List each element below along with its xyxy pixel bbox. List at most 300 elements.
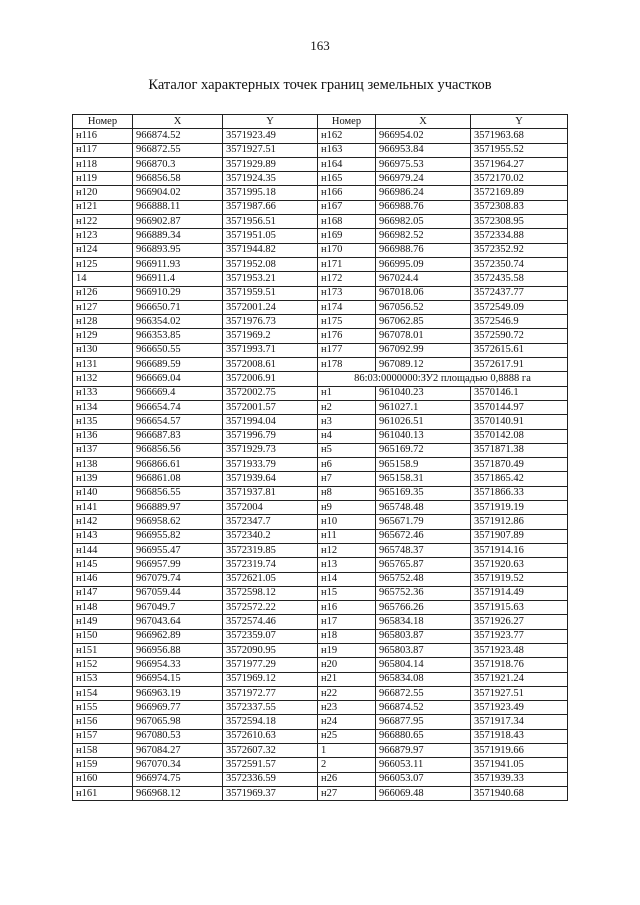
y-coordinate: 3570144.97 (471, 400, 568, 414)
header-number-right: Номер (318, 115, 376, 129)
y-coordinate: 3570142.08 (471, 429, 568, 443)
x-coordinate: 966963.19 (133, 686, 223, 700)
y-coordinate: 3572090.95 (223, 643, 318, 657)
point-number: н176 (318, 329, 376, 343)
table-row (73, 429, 568, 443)
y-coordinate: 3572319.85 (223, 543, 318, 557)
point-number: н142 (73, 515, 133, 529)
y-coordinate: 3571923.77 (471, 629, 568, 643)
x-coordinate: 961040.23 (376, 386, 471, 400)
y-coordinate: 3571939.33 (471, 772, 568, 786)
table-row (73, 572, 568, 586)
point-number: н133 (73, 386, 133, 400)
y-coordinate: 3571937.81 (223, 486, 318, 500)
page-number: 163 (310, 38, 330, 53)
point-number: н10 (318, 515, 376, 529)
x-coordinate: 965803.87 (376, 643, 471, 657)
x-coordinate: 966654.74 (133, 400, 223, 414)
y-coordinate: 3572308.95 (471, 215, 568, 229)
x-coordinate: 961026.51 (376, 415, 471, 429)
table-row (73, 286, 568, 300)
y-coordinate: 3572621.05 (223, 572, 318, 586)
x-coordinate: 967049.7 (133, 601, 223, 615)
table-row (73, 129, 568, 143)
point-number: н165 (318, 172, 376, 186)
point-number: 14 (73, 272, 133, 286)
y-coordinate: 3571993.71 (223, 343, 318, 357)
point-number: н135 (73, 415, 133, 429)
y-coordinate: 3572549.09 (471, 300, 568, 314)
point-number: н2 (318, 400, 376, 414)
y-coordinate: 3571926.27 (471, 615, 568, 629)
point-number: н14 (318, 572, 376, 586)
y-coordinate: 3571907.89 (471, 529, 568, 543)
point-number: н150 (73, 629, 133, 643)
header-y-left: Y (223, 115, 318, 129)
x-coordinate: 965752.36 (376, 586, 471, 600)
table-row (73, 744, 568, 758)
y-coordinate: 3571996.79 (223, 429, 318, 443)
table-row (73, 300, 568, 314)
point-number: н27 (318, 786, 376, 800)
point-number: н11 (318, 529, 376, 543)
x-coordinate: 966974.75 (133, 772, 223, 786)
x-coordinate: 965803.87 (376, 629, 471, 643)
x-coordinate: 966962.89 (133, 629, 223, 643)
x-coordinate: 965672.46 (376, 529, 471, 543)
y-coordinate: 3572598.12 (223, 586, 318, 600)
table-row (73, 715, 568, 729)
y-coordinate: 3572591.57 (223, 758, 318, 772)
point-number: н1 (318, 386, 376, 400)
point-number: н171 (318, 257, 376, 271)
y-coordinate: 3572170.02 (471, 172, 568, 186)
y-coordinate: 3572617.91 (471, 358, 568, 372)
y-coordinate: 3571927.51 (471, 686, 568, 700)
point-number: н147 (73, 586, 133, 600)
x-coordinate: 967065.98 (133, 715, 223, 729)
y-coordinate: 3572001.24 (223, 300, 318, 314)
table-row (73, 515, 568, 529)
point-number: н25 (318, 729, 376, 743)
x-coordinate: 966874.52 (376, 701, 471, 715)
table-row (73, 629, 568, 643)
x-coordinate: 966958.62 (133, 515, 223, 529)
table-body (73, 129, 568, 801)
x-coordinate: 966856.55 (133, 486, 223, 500)
table-row (73, 186, 568, 200)
y-coordinate: 3571918.43 (471, 729, 568, 743)
y-coordinate: 3571969.12 (223, 672, 318, 686)
y-coordinate: 3571921.24 (471, 672, 568, 686)
x-coordinate: 966889.34 (133, 229, 223, 243)
y-coordinate: 3572572.22 (223, 601, 318, 615)
point-number: н141 (73, 501, 133, 515)
point-number: н136 (73, 429, 133, 443)
point-number: н153 (73, 672, 133, 686)
point-number: н22 (318, 686, 376, 700)
y-coordinate: 3571915.63 (471, 601, 568, 615)
x-coordinate: 965834.18 (376, 615, 471, 629)
x-coordinate: 966053.11 (376, 758, 471, 772)
y-coordinate: 3572347.7 (223, 515, 318, 529)
table-row (73, 472, 568, 486)
y-coordinate: 3571956.51 (223, 215, 318, 229)
y-coordinate: 3572308.83 (471, 200, 568, 214)
x-coordinate: 966954.02 (376, 129, 471, 143)
point-number: н21 (318, 672, 376, 686)
x-coordinate: 966969.77 (133, 701, 223, 715)
y-coordinate: 3572437.77 (471, 286, 568, 300)
point-number: н166 (318, 186, 376, 200)
y-coordinate: 3572359.07 (223, 629, 318, 643)
x-coordinate: 966889.97 (133, 501, 223, 515)
x-coordinate: 967079.74 (133, 572, 223, 586)
y-coordinate: 3572590.72 (471, 329, 568, 343)
x-coordinate: 967089.12 (376, 358, 471, 372)
table-row (73, 358, 568, 372)
x-coordinate: 966982.52 (376, 229, 471, 243)
point-number: н178 (318, 358, 376, 372)
x-coordinate: 967062.85 (376, 315, 471, 329)
header-x-right: X (376, 115, 471, 129)
x-coordinate: 967084.27 (133, 744, 223, 758)
point-number: н126 (73, 286, 133, 300)
y-coordinate: 3572002.75 (223, 386, 318, 400)
point-number: н7 (318, 472, 376, 486)
x-coordinate: 966872.55 (133, 143, 223, 157)
y-coordinate: 3571865.42 (471, 472, 568, 486)
y-coordinate: 3571866.33 (471, 486, 568, 500)
x-coordinate: 965169.35 (376, 486, 471, 500)
y-coordinate: 3572610.63 (223, 729, 318, 743)
x-coordinate: 966654.57 (133, 415, 223, 429)
point-number: н154 (73, 686, 133, 700)
y-coordinate: 3571995.18 (223, 186, 318, 200)
header-number-left: Номер (73, 115, 133, 129)
x-coordinate: 966880.65 (376, 729, 471, 743)
x-coordinate: 966870.3 (133, 157, 223, 171)
point-number: н164 (318, 157, 376, 171)
y-coordinate: 3571919.19 (471, 501, 568, 515)
table-row (73, 172, 568, 186)
y-coordinate: 3572352.92 (471, 243, 568, 257)
y-coordinate: 3572006.91 (223, 372, 318, 386)
table-row (73, 558, 568, 572)
y-coordinate: 3571987.66 (223, 200, 318, 214)
y-coordinate: 3571920.63 (471, 558, 568, 572)
point-number: н163 (318, 143, 376, 157)
point-number: н121 (73, 200, 133, 214)
point-number: н117 (73, 143, 133, 157)
y-coordinate: 3572004 (223, 501, 318, 515)
table-row (73, 315, 568, 329)
y-coordinate: 3572615.61 (471, 343, 568, 357)
point-number: н152 (73, 658, 133, 672)
y-coordinate: 3572336.59 (223, 772, 318, 786)
point-number: н170 (318, 243, 376, 257)
table-row (73, 343, 568, 357)
y-coordinate: 3572574.46 (223, 615, 318, 629)
x-coordinate: 966877.95 (376, 715, 471, 729)
x-coordinate: 966904.02 (133, 186, 223, 200)
table-row (73, 329, 568, 343)
point-number: н161 (73, 786, 133, 800)
y-coordinate: 3571870.49 (471, 458, 568, 472)
y-coordinate: 3572350.74 (471, 257, 568, 271)
x-coordinate: 967018.06 (376, 286, 471, 300)
table-row (73, 586, 568, 600)
x-coordinate: 967059.44 (133, 586, 223, 600)
point-number: н167 (318, 200, 376, 214)
x-coordinate: 965748.37 (376, 543, 471, 557)
table-row (73, 415, 568, 429)
parcel-section-heading: 86:03:0000000:ЗУ2 площадью 0,8888 га (318, 372, 568, 386)
point-number: н125 (73, 257, 133, 271)
y-coordinate: 3570146.1 (471, 386, 568, 400)
y-coordinate: 3571924.35 (223, 172, 318, 186)
x-coordinate: 965766.26 (376, 601, 471, 615)
x-coordinate: 965765.87 (376, 558, 471, 572)
point-number: н173 (318, 286, 376, 300)
table-row (73, 400, 568, 414)
x-coordinate: 966995.09 (376, 257, 471, 271)
x-coordinate: 967043.64 (133, 615, 223, 629)
point-number: н9 (318, 501, 376, 515)
header-y-right: Y (471, 115, 568, 129)
point-number: н6 (318, 458, 376, 472)
point-number: н146 (73, 572, 133, 586)
point-number: н123 (73, 229, 133, 243)
x-coordinate: 966069.48 (376, 786, 471, 800)
point-number: н19 (318, 643, 376, 657)
x-coordinate: 966955.47 (133, 543, 223, 557)
table-row (73, 786, 568, 800)
y-coordinate: 3571923.49 (471, 701, 568, 715)
x-coordinate: 965158.31 (376, 472, 471, 486)
y-coordinate: 3571923.49 (223, 129, 318, 143)
table-row (73, 486, 568, 500)
x-coordinate: 966975.53 (376, 157, 471, 171)
x-coordinate: 966650.55 (133, 343, 223, 357)
table-row (73, 729, 568, 743)
x-coordinate: 961027.1 (376, 400, 471, 414)
table-row (73, 615, 568, 629)
x-coordinate: 966954.33 (133, 658, 223, 672)
y-coordinate: 3571914.49 (471, 586, 568, 600)
x-coordinate: 966988.76 (376, 243, 471, 257)
coordinates-table (72, 114, 568, 801)
x-coordinate: 965752.48 (376, 572, 471, 586)
y-coordinate: 3572340.2 (223, 529, 318, 543)
x-coordinate: 966955.82 (133, 529, 223, 543)
table-row (73, 143, 568, 157)
point-number: н132 (73, 372, 133, 386)
point-number: н172 (318, 272, 376, 286)
x-coordinate: 966872.55 (376, 686, 471, 700)
point-number: н151 (73, 643, 133, 657)
table-row (73, 529, 568, 543)
x-coordinate: 966902.87 (133, 215, 223, 229)
point-number: н177 (318, 343, 376, 357)
point-number: н168 (318, 215, 376, 229)
table-row (73, 458, 568, 472)
point-number: н17 (318, 615, 376, 629)
x-coordinate: 966856.58 (133, 172, 223, 186)
y-coordinate: 3571923.48 (471, 643, 568, 657)
point-number: н23 (318, 701, 376, 715)
table-row (73, 758, 568, 772)
point-number: н148 (73, 601, 133, 615)
point-number: н155 (73, 701, 133, 715)
x-coordinate: 966856.56 (133, 443, 223, 457)
table-row (73, 229, 568, 243)
y-coordinate: 3571941.05 (471, 758, 568, 772)
table-row (73, 501, 568, 515)
point-number: н143 (73, 529, 133, 543)
x-coordinate: 966911.4 (133, 272, 223, 286)
table-row (73, 215, 568, 229)
x-coordinate: 966911.93 (133, 257, 223, 271)
point-number: н127 (73, 300, 133, 314)
y-coordinate: 3571969.2 (223, 329, 318, 343)
x-coordinate: 967024.4 (376, 272, 471, 286)
y-coordinate: 3571976.73 (223, 315, 318, 329)
point-number: н120 (73, 186, 133, 200)
point-number: н140 (73, 486, 133, 500)
point-number: н145 (73, 558, 133, 572)
y-coordinate: 3571955.52 (471, 143, 568, 157)
y-coordinate: 3572334.88 (471, 229, 568, 243)
table-row (73, 772, 568, 786)
x-coordinate: 966689.59 (133, 358, 223, 372)
y-coordinate: 3571994.04 (223, 415, 318, 429)
x-coordinate: 966953.84 (376, 143, 471, 157)
x-coordinate: 966669.04 (133, 372, 223, 386)
table-row (73, 686, 568, 700)
x-coordinate: 966979.24 (376, 172, 471, 186)
point-number: н8 (318, 486, 376, 500)
x-coordinate: 965804.14 (376, 658, 471, 672)
point-number: н156 (73, 715, 133, 729)
y-coordinate: 3571919.66 (471, 744, 568, 758)
point-number: н137 (73, 443, 133, 457)
y-coordinate: 3571919.52 (471, 572, 568, 586)
table-row (73, 601, 568, 615)
y-coordinate: 3571972.77 (223, 686, 318, 700)
table-row (73, 643, 568, 657)
point-number: н134 (73, 400, 133, 414)
y-coordinate: 3572169.89 (471, 186, 568, 200)
table-row (73, 200, 568, 214)
table-row (73, 443, 568, 457)
y-coordinate: 3571939.64 (223, 472, 318, 486)
x-coordinate: 966954.15 (133, 672, 223, 686)
y-coordinate: 3572008.61 (223, 358, 318, 372)
table-row (73, 257, 568, 271)
x-coordinate: 966669.4 (133, 386, 223, 400)
y-coordinate: 3571969.37 (223, 786, 318, 800)
point-number: н24 (318, 715, 376, 729)
point-number: н130 (73, 343, 133, 357)
point-number: н12 (318, 543, 376, 557)
x-coordinate: 961040.13 (376, 429, 471, 443)
y-coordinate: 3571927.51 (223, 143, 318, 157)
point-number: н26 (318, 772, 376, 786)
y-coordinate: 3571933.79 (223, 458, 318, 472)
table-row (73, 372, 568, 386)
y-coordinate: 3572319.74 (223, 558, 318, 572)
point-number: н3 (318, 415, 376, 429)
x-coordinate: 966353.85 (133, 329, 223, 343)
point-number: н149 (73, 615, 133, 629)
y-coordinate: 3571940.68 (471, 786, 568, 800)
point-number: н18 (318, 629, 376, 643)
point-number: 1 (318, 744, 376, 758)
x-coordinate: 965169.72 (376, 443, 471, 457)
point-number: н144 (73, 543, 133, 557)
table-header-row (73, 115, 568, 129)
y-coordinate: 3572435.58 (471, 272, 568, 286)
x-coordinate: 967078.01 (376, 329, 471, 343)
point-number: н129 (73, 329, 133, 343)
point-number: н138 (73, 458, 133, 472)
y-coordinate: 3571951.05 (223, 229, 318, 243)
y-coordinate: 3572546.9 (471, 315, 568, 329)
x-coordinate: 966053.07 (376, 772, 471, 786)
header-x-left: X (133, 115, 223, 129)
table-row (73, 658, 568, 672)
x-coordinate: 967056.52 (376, 300, 471, 314)
point-number: н119 (73, 172, 133, 186)
x-coordinate: 966988.76 (376, 200, 471, 214)
x-coordinate: 966354.02 (133, 315, 223, 329)
x-coordinate: 966986.24 (376, 186, 471, 200)
table-row (73, 701, 568, 715)
point-number: н122 (73, 215, 133, 229)
point-number: н174 (318, 300, 376, 314)
y-coordinate: 3571917.34 (471, 715, 568, 729)
x-coordinate: 966956.88 (133, 643, 223, 657)
point-number: н5 (318, 443, 376, 457)
x-coordinate: 965671.79 (376, 515, 471, 529)
x-coordinate: 965158.9 (376, 458, 471, 472)
y-coordinate: 3571944.82 (223, 243, 318, 257)
x-coordinate: 966893.95 (133, 243, 223, 257)
table-row (73, 672, 568, 686)
table-row (73, 386, 568, 400)
y-coordinate: 3572001.57 (223, 400, 318, 414)
point-number: н160 (73, 772, 133, 786)
table-row (73, 157, 568, 171)
y-coordinate: 3571929.73 (223, 443, 318, 457)
point-number: н169 (318, 229, 376, 243)
x-coordinate: 966910.29 (133, 286, 223, 300)
y-coordinate: 3571964.27 (471, 157, 568, 171)
x-coordinate: 966888.11 (133, 200, 223, 214)
y-coordinate: 3571963.68 (471, 129, 568, 143)
table-row (73, 543, 568, 557)
point-number: н128 (73, 315, 133, 329)
x-coordinate: 966874.52 (133, 129, 223, 143)
y-coordinate: 3571912.86 (471, 515, 568, 529)
point-number: н16 (318, 601, 376, 615)
table-row (73, 243, 568, 257)
x-coordinate: 966957.99 (133, 558, 223, 572)
y-coordinate: 3571952.08 (223, 257, 318, 271)
point-number: н131 (73, 358, 133, 372)
point-number: н159 (73, 758, 133, 772)
